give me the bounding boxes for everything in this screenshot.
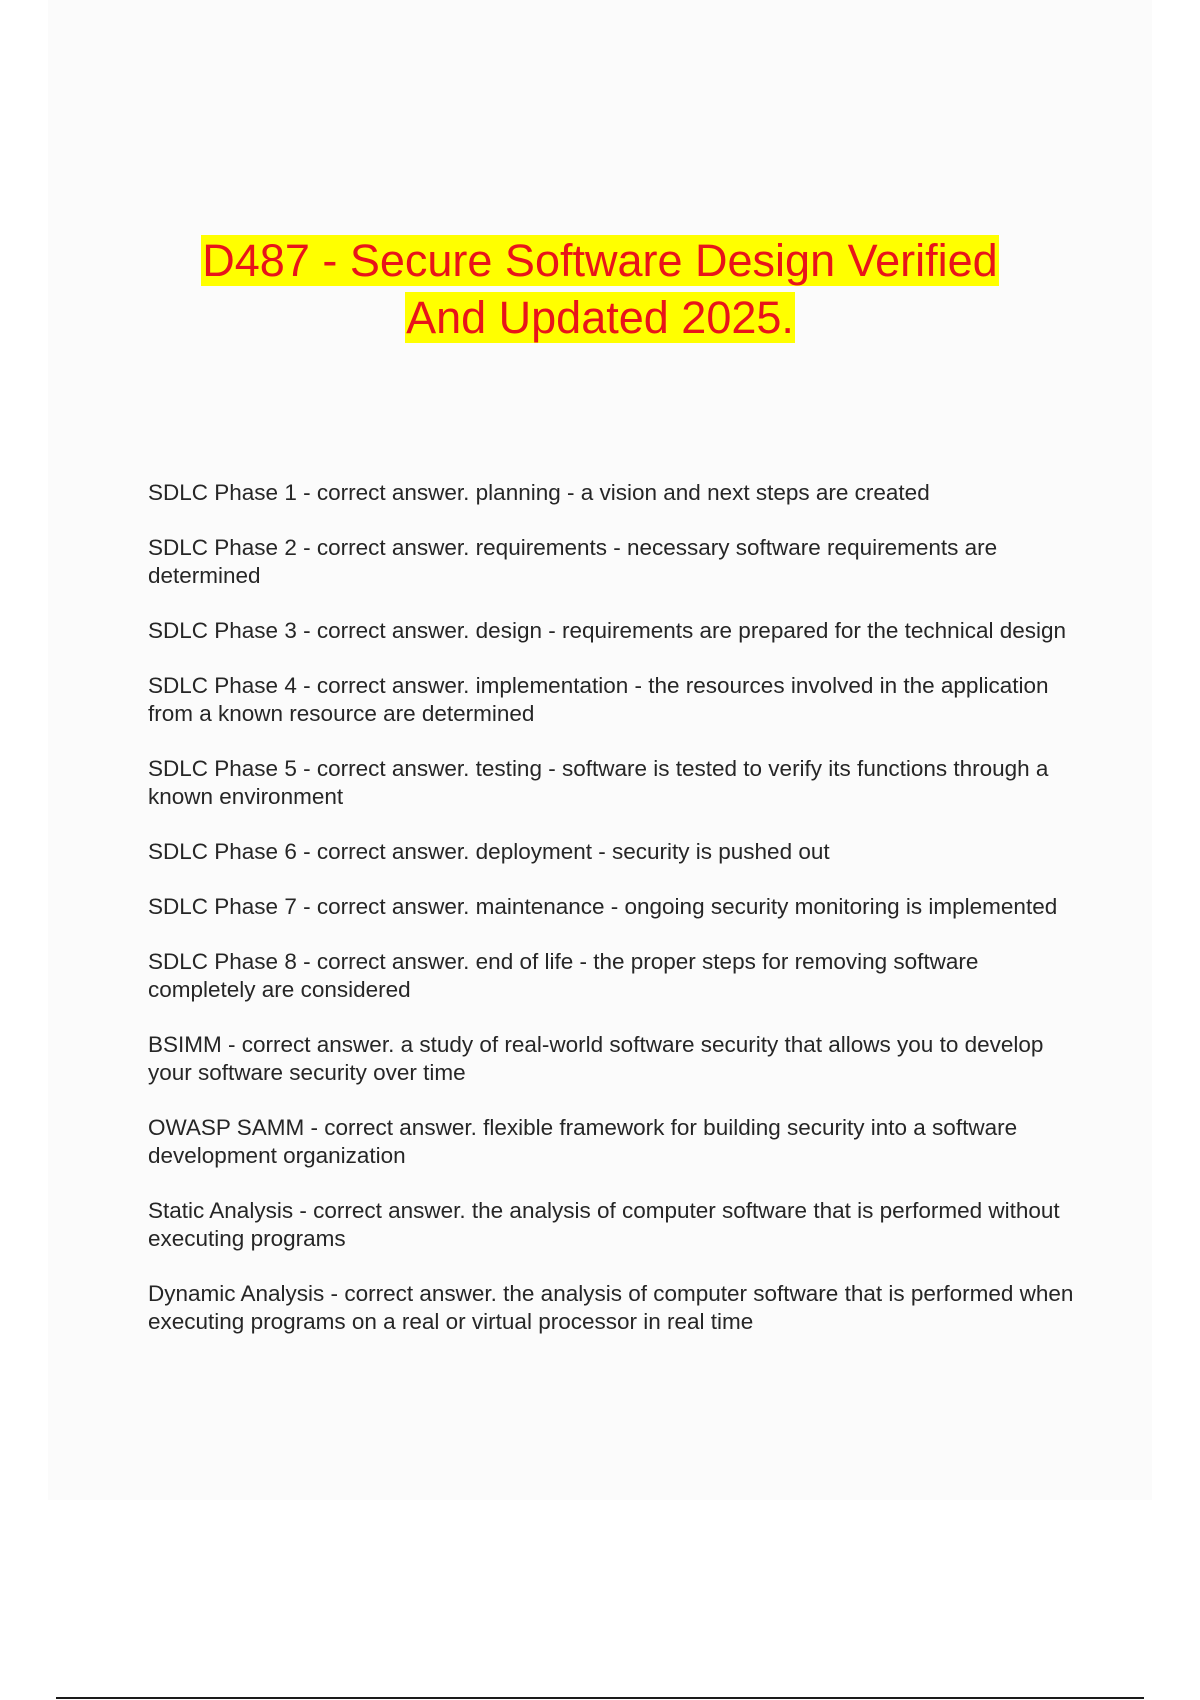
flashcard-item xyxy=(148,1280,1088,1336)
flashcard-item xyxy=(148,838,1088,866)
flashcard-item xyxy=(148,893,1088,921)
footer-divider xyxy=(56,1697,1144,1699)
flashcard-term: SDLC Phase 2 - xyxy=(148,535,311,560)
title-line-2: And Updated 2025. xyxy=(406,292,794,343)
flashcard-item xyxy=(148,1197,1088,1253)
flashcard-definition: flexible framework for building security into a software development organization xyxy=(148,1115,1018,1168)
answer-label: correct answer. xyxy=(316,894,470,919)
flashcard-term: SDLC Phase 7 - xyxy=(148,894,311,919)
flashcard-definition: a study of real-world software security that allows you to develop your software security over time xyxy=(148,1032,1044,1085)
flashcard-term: SDLC Phase 8 - xyxy=(148,949,311,974)
flashcard-term: SDLC Phase 1 - xyxy=(148,480,311,505)
flashcard-definition: implementation - the resources involved in the application from a known resource are determined xyxy=(148,673,1049,726)
flashcard-term: SDLC Phase 4 - xyxy=(148,673,311,698)
flashcard-definition: planning - a vision and next steps are created xyxy=(475,480,930,505)
flashcard-term: BSIMM - xyxy=(148,1032,236,1057)
answer-label: correct answer. xyxy=(241,1032,395,1057)
flashcard-definition: design - requirements are prepared for the technical design xyxy=(475,618,1067,643)
flashcard-definition: deployment - security is pushed out xyxy=(475,839,830,864)
flashcard-term: SDLC Phase 5 - xyxy=(148,756,311,781)
flashcard-item xyxy=(148,617,1088,645)
answer-label: correct answer. xyxy=(316,618,470,643)
flashcard-term: Static Analysis - xyxy=(148,1198,307,1223)
flashcard-term: SDLC Phase 6 - xyxy=(148,839,311,864)
flashcard-definition: end of life - the proper steps for removing software completely are considered xyxy=(148,949,979,1002)
answer-label: correct answer. xyxy=(313,1198,466,1223)
flashcard-item xyxy=(148,534,1088,590)
answer-label: correct answer. xyxy=(344,1281,497,1306)
answer-label: correct answer. xyxy=(316,949,470,974)
flashcard-item xyxy=(148,1114,1088,1170)
answer-label: correct answer. xyxy=(316,756,470,781)
flashcard-definition: requirements - necessary software requirements are determined xyxy=(148,535,998,588)
answer-label: correct answer. xyxy=(324,1115,477,1140)
flashcard-definition: testing - software is tested to verify its functions through a known environment xyxy=(148,756,1049,809)
flashcard-item xyxy=(148,672,1088,728)
flashcard-term: OWASP SAMM - xyxy=(148,1115,319,1140)
answer-label: correct answer. xyxy=(316,480,470,505)
flashcard-item xyxy=(148,755,1088,811)
flashcard-term: SDLC Phase 3 - xyxy=(148,618,311,643)
flashcard-term: Dynamic Analysis - xyxy=(148,1281,339,1306)
answer-label: correct answer. xyxy=(316,839,470,864)
flashcard-list xyxy=(148,479,1088,1363)
flashcard-item xyxy=(148,948,1088,1004)
flashcard-item xyxy=(148,1031,1088,1087)
answer-label: correct answer. xyxy=(316,673,470,698)
answer-label: correct answer. xyxy=(316,535,470,560)
flashcard-definition: the analysis of computer software that is performed without executing programs xyxy=(148,1198,1060,1251)
title-line-1: D487 - Secure Software Design Verified xyxy=(202,235,998,286)
flashcard-item xyxy=(148,479,1088,507)
flashcard-definition: maintenance - ongoing security monitoring is implemented xyxy=(475,894,1058,919)
flashcard-definition: the analysis of computer software that is performed when executing programs on a real or virtual processor in real time xyxy=(148,1281,1074,1334)
document-title xyxy=(0,232,1200,346)
